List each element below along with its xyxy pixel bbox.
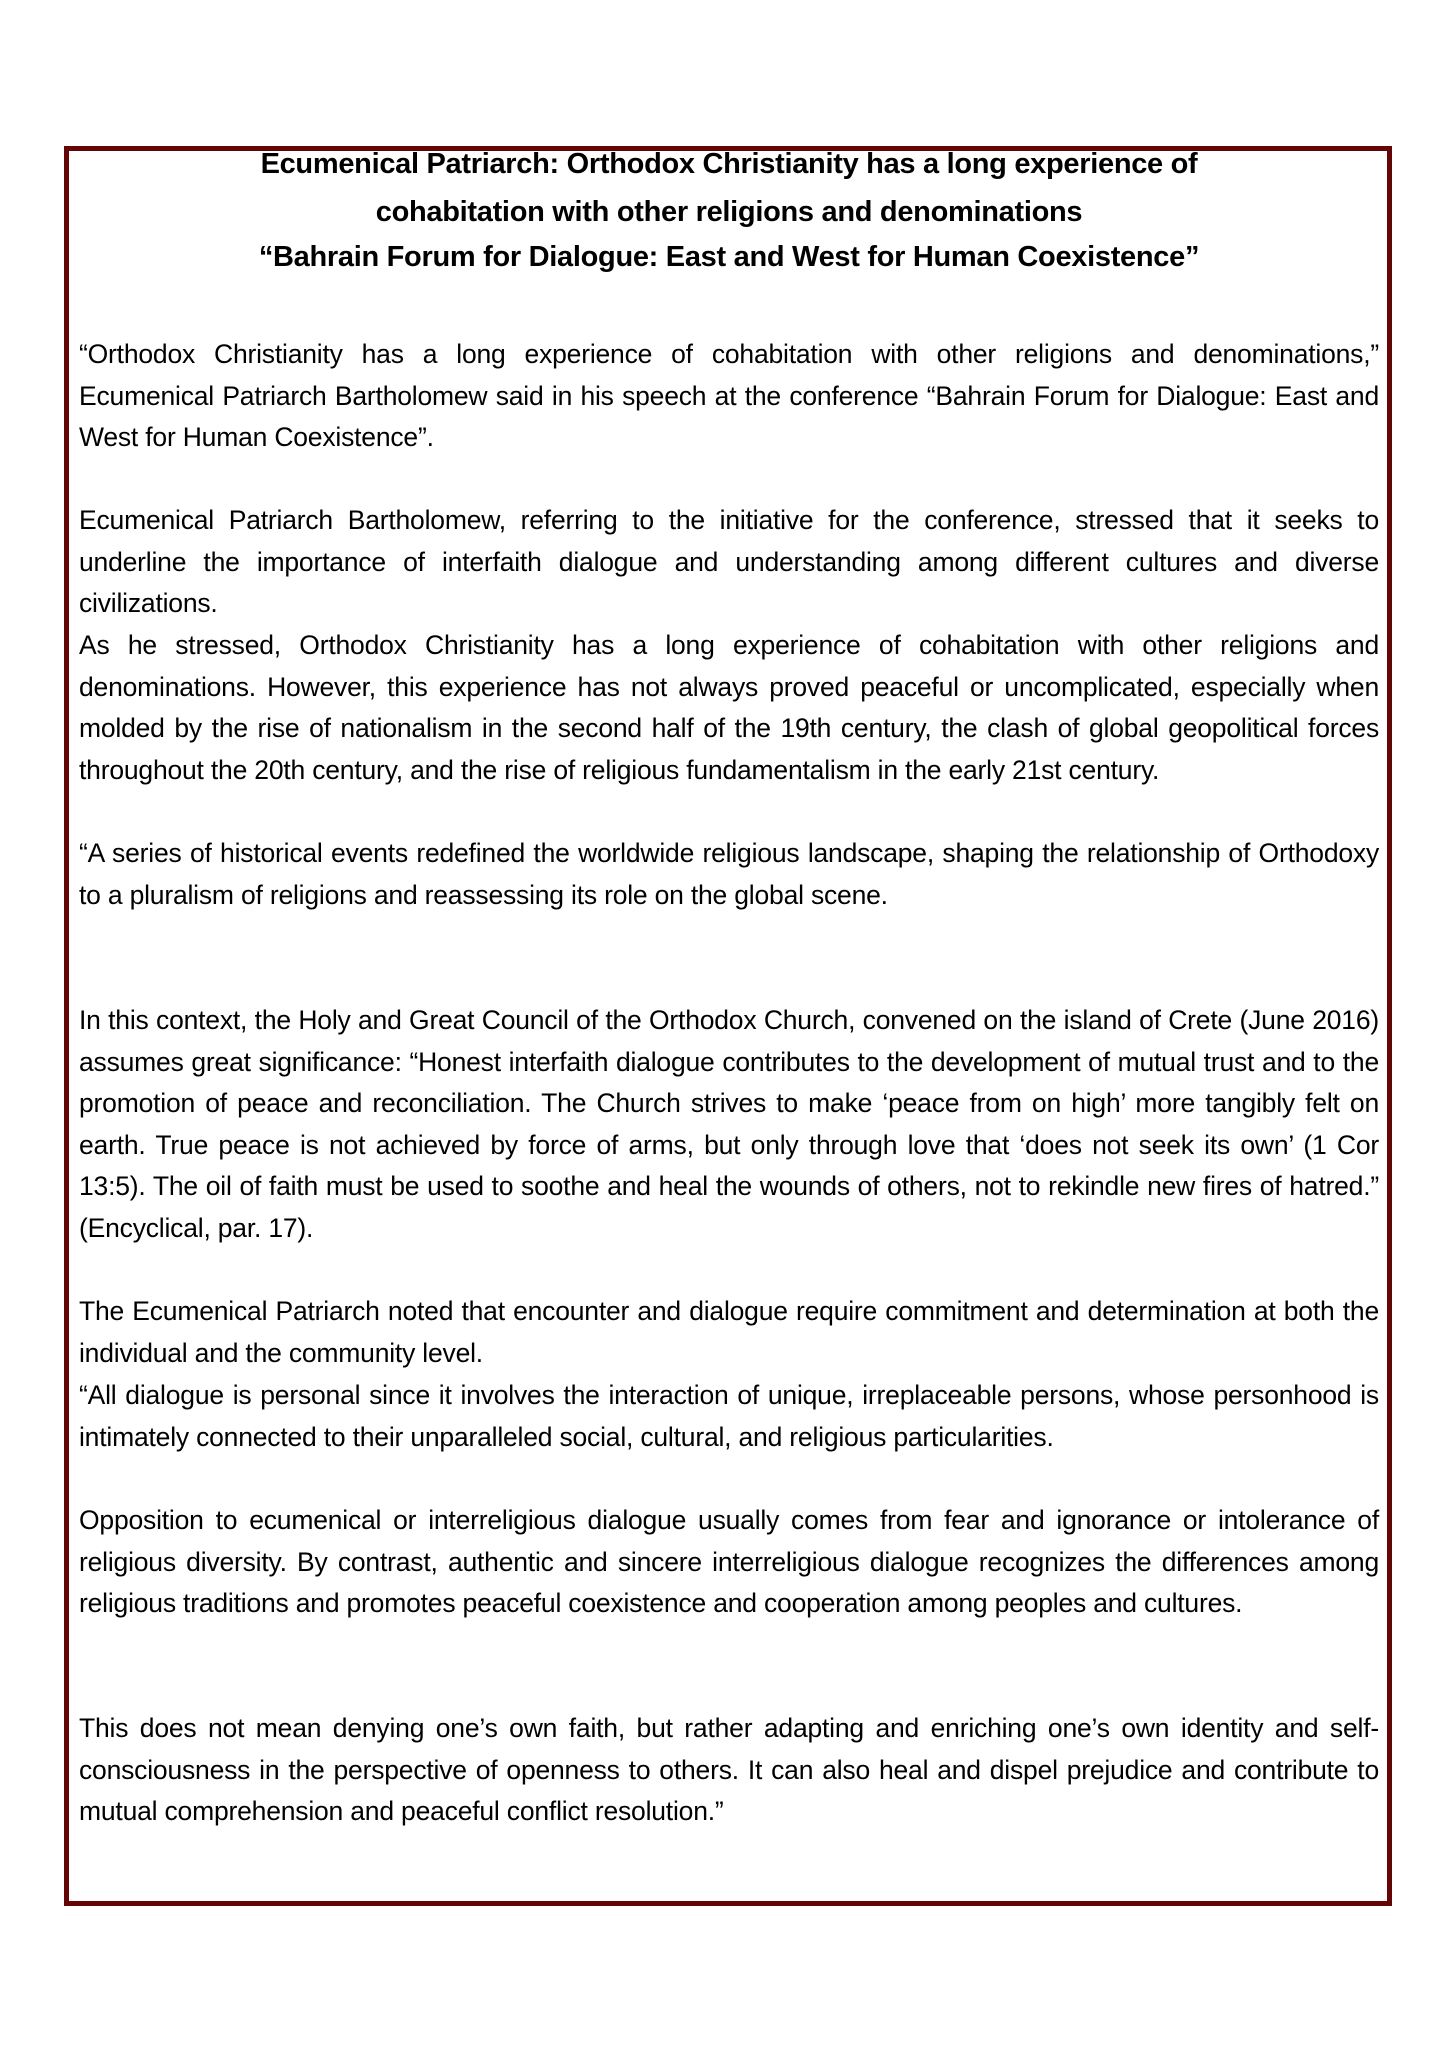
article-title-line-1: Ecumenical Patriarch: Orthodox Christianity has a long experience of <box>260 148 1198 180</box>
article-subtitle: “Bahrain Forum for Dialogue: East and West for Human Coexistence” <box>258 241 1200 273</box>
paragraph-commitment: The Ecumenical Patriarch noted that encounter and dialogue require commitment and determination at both the individual and the community level. <box>79 1296 1379 1368</box>
paragraph-conclusion: This does not mean denying one’s own faith, but rather adapting and enriching one’s own identity and self-consciousness in the perspective of openness to others. It can also heal and dispel prejudice and contribute to mutual comprehension and peaceful conflict resolution.” <box>79 1713 1379 1827</box>
paragraph-initiative: Ecumenical Patriarch Bartholomew, referring to the initiative for the conference, stressed that it seeks to underline the importance of interfaith dialogue and understanding among different cultures and diverse civilizations. <box>79 505 1379 619</box>
paragraph-opposition: Opposition to ecumenical or interreligious dialogue usually comes from fear and ignorance or intolerance of religious diversity. By contrast, authentic and sincere interreligious dialogue recognizes the differences among religious traditions and promotes peaceful coexistence and cooperation among peoples and cultures. <box>79 1505 1379 1619</box>
article-title-line-2: cohabitation with other religions and denominations <box>375 196 1083 228</box>
paragraph-personal-dialogue: “All dialogue is personal since it involves the interaction of unique, irreplaceable persons, whose personhood is intimately connected to their unparalleled social, cultural, and religious particularities. <box>79 1380 1379 1452</box>
paragraph-experience: As he stressed, Orthodox Christianity has a long experience of cohabitation with other religions and denominations. However, this experience has not always proved peaceful or uncomplicated, especially when molded by the rise of nationalism in the second half of the 19th century, the clash of global geopolitical forces throughout the 20th century, and the rise of religious fundamentalism in the early 21st century. <box>79 630 1379 785</box>
paragraph-holy-council: In this context, the Holy and Great Council of the Orthodox Church, convened on the island of Crete (June 2016) assumes great significance: “Honest interfaith dialogue contributes to the development of mutual trust and to the promotion of peace and reconciliation. The Church strives to make ‘peace from on high’ more tangibly felt on earth. True peace is not achieved by force of arms, but only through love that ‘does not seek its own’ (1 Cor 13:5). The oil of faith must be used to soothe and heal the wounds of others, not to rekindle new fires of hatred.” (Encyclical, par. 17). <box>79 1005 1379 1243</box>
paragraph-historical-events: “A series of historical events redefined the worldwide religious landscape, shaping the relationship of Orthodoxy to a pluralism of religions and reassessing its role on the global scene. <box>79 838 1379 910</box>
paragraph-intro-quote: “Orthodox Christianity has a long experience of cohabitation with other religions and denominations,” Ecumenical Patriarch Bartholomew said in his speech at the conference “Bahrain Forum for Dialogue: East and West for Human Coexistence”. <box>79 339 1379 453</box>
